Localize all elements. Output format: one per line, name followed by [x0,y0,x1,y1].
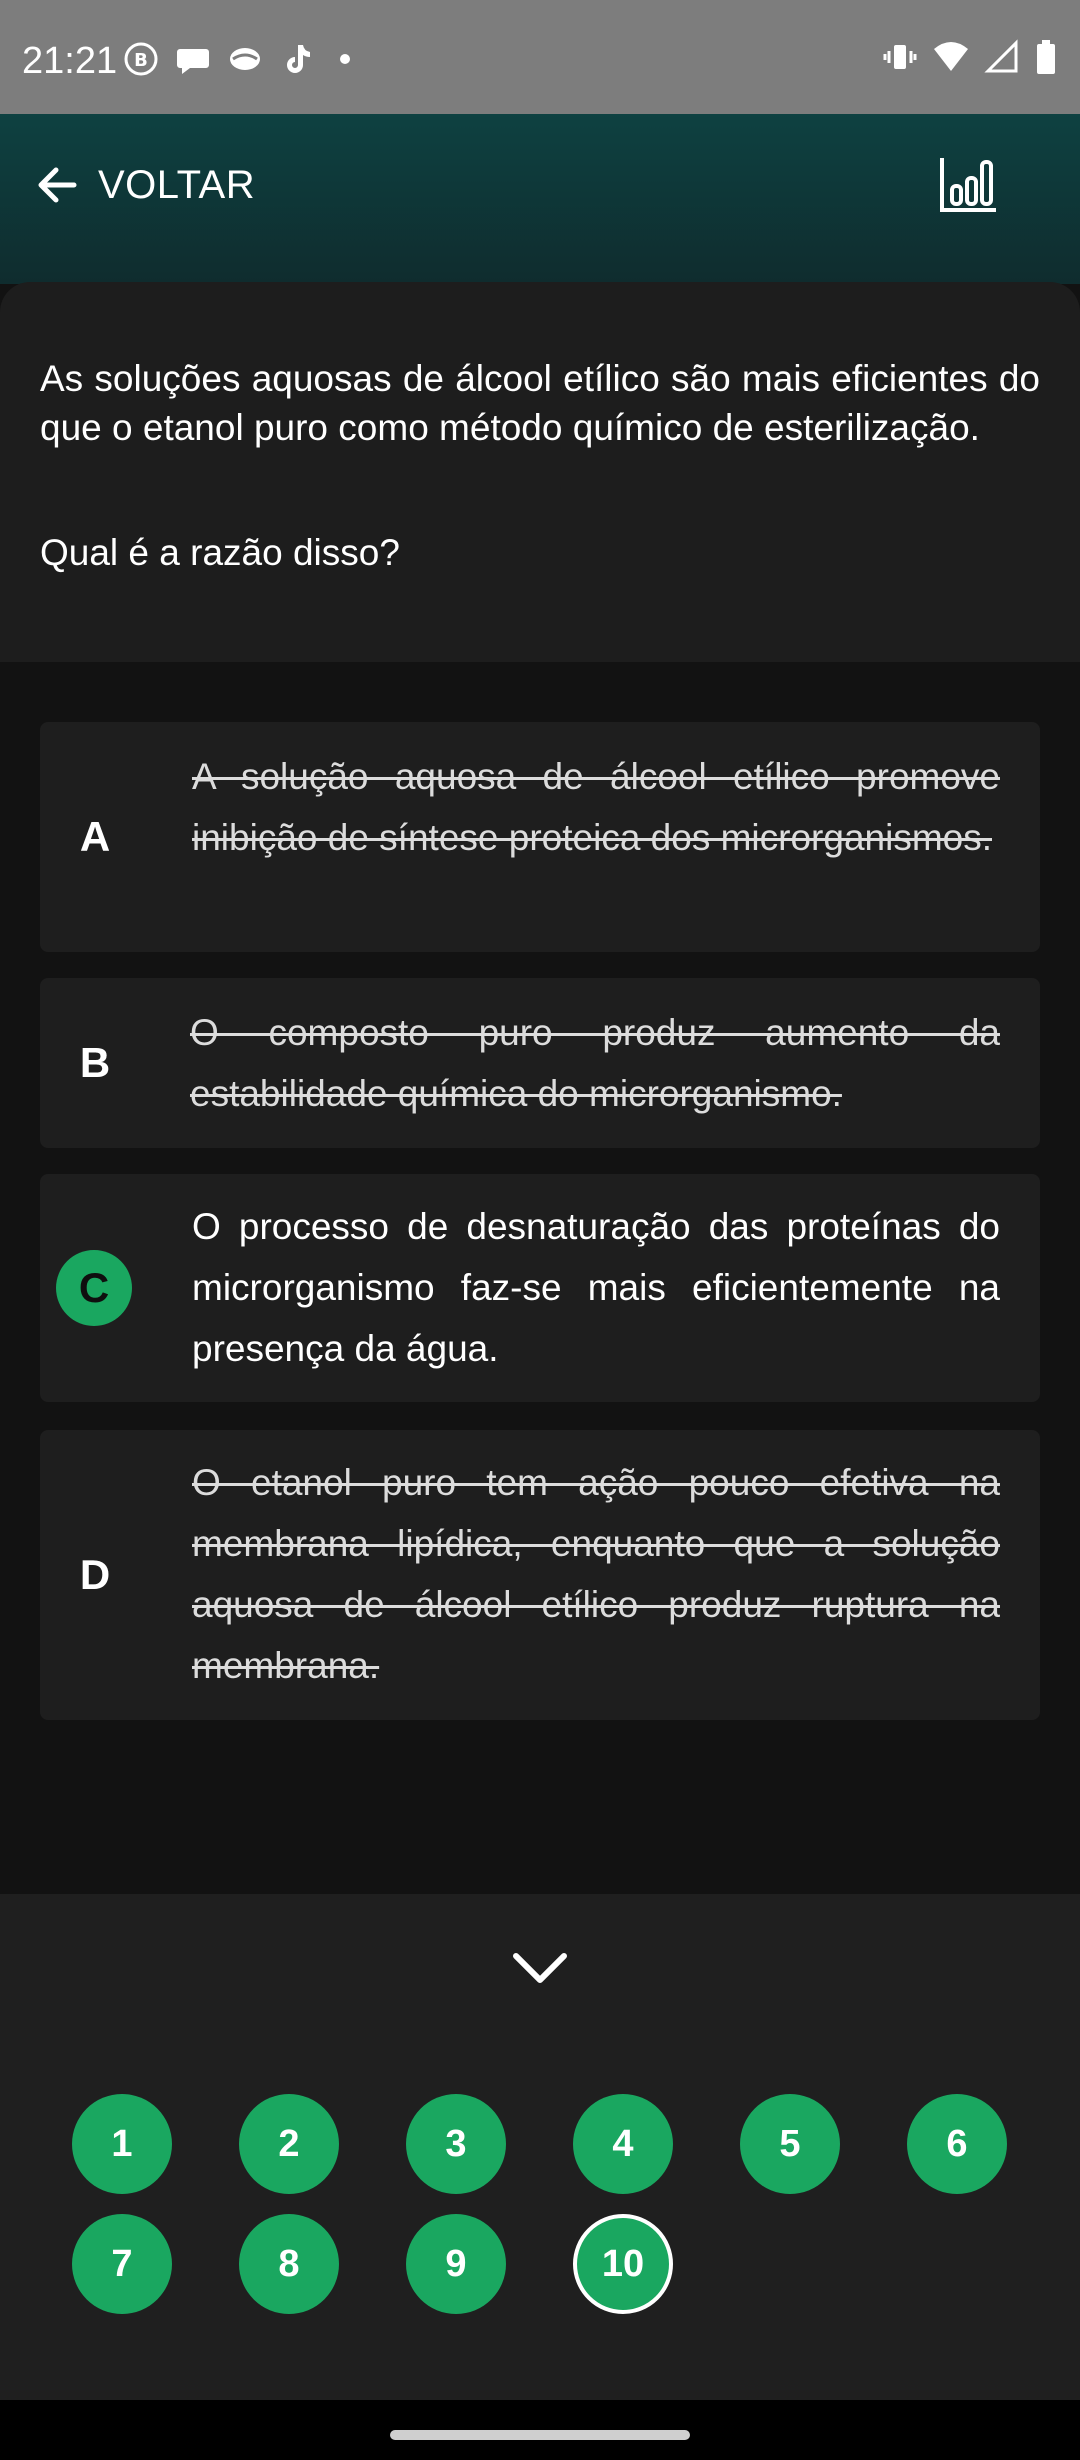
question-card [0,282,1080,662]
question-number-6[interactable]: 6 [907,2094,1007,2194]
app-icon [226,40,264,78]
question-number-3[interactable]: 3 [406,2094,506,2194]
wifi-icon [932,39,970,75]
question-number-10-current[interactable]: 10 [573,2214,673,2314]
back-button[interactable] [34,162,255,208]
message-icon [174,40,212,78]
b-icon [122,40,160,78]
option-text: O processo de desnaturação das proteínas do microrganismo faz-se mais eficientemente na presença da água. [192,1206,1000,1369]
option-text: O etanol puro tem ação pouco efetiva na membrana lipídica, enquanto que a solução aquosa de álcool etílico produz ruptura na membrana. [192,1462,1000,1686]
bar-chart-icon[interactable] [938,154,1000,216]
question-prompt: Qual é a razão disso? [40,532,400,573]
question-number-2[interactable]: 2 [239,2094,339,2194]
battery-icon [1034,38,1058,76]
option-b[interactable] [40,978,1040,1148]
arrow-left-icon [34,162,80,208]
option-text: A solução aquosa de álcool etílico promove inibição de síntese proteica dos microrganismos. [192,756,1000,858]
question-number-9[interactable]: 9 [406,2214,506,2314]
option-letter: A [79,813,111,860]
system-nav-bar [0,2400,1080,2460]
status-bar [0,0,1080,114]
more-dot-icon [340,54,350,64]
option-text: O composto puro produz aumento da estabilidade química do microrganismo. [190,1012,1000,1114]
signal-icon [984,39,1020,75]
question-number-4[interactable]: 4 [573,2094,673,2194]
question-number-7[interactable]: 7 [72,2214,172,2314]
vibrate-icon [882,39,918,75]
option-a[interactable] [40,722,1040,952]
correct-answer-badge: C [56,1250,132,1326]
svg-text:B: B [134,50,148,71]
option-c[interactable] [40,1174,1040,1402]
option-d[interactable] [40,1430,1040,1720]
home-gesture-pill[interactable] [390,2430,690,2440]
question-navigator [0,1894,1080,2400]
chevron-down-icon[interactable] [510,1948,570,1988]
question-number-8[interactable]: 8 [239,2214,339,2314]
app-header [0,114,1080,284]
status-time: 21:21 [22,40,118,82]
question-text: As soluções aquosas de álcool etílico são mais eficientes do que o etanol puro como método químico de esterilização. [40,358,1040,448]
back-label: VOLTAR [98,162,256,207]
question-number-5[interactable]: 5 [740,2094,840,2194]
question-number-1[interactable]: 1 [72,2094,172,2194]
option-letter: D [79,1551,111,1598]
tiktok-icon [278,40,316,78]
option-letter: B [79,1039,111,1086]
